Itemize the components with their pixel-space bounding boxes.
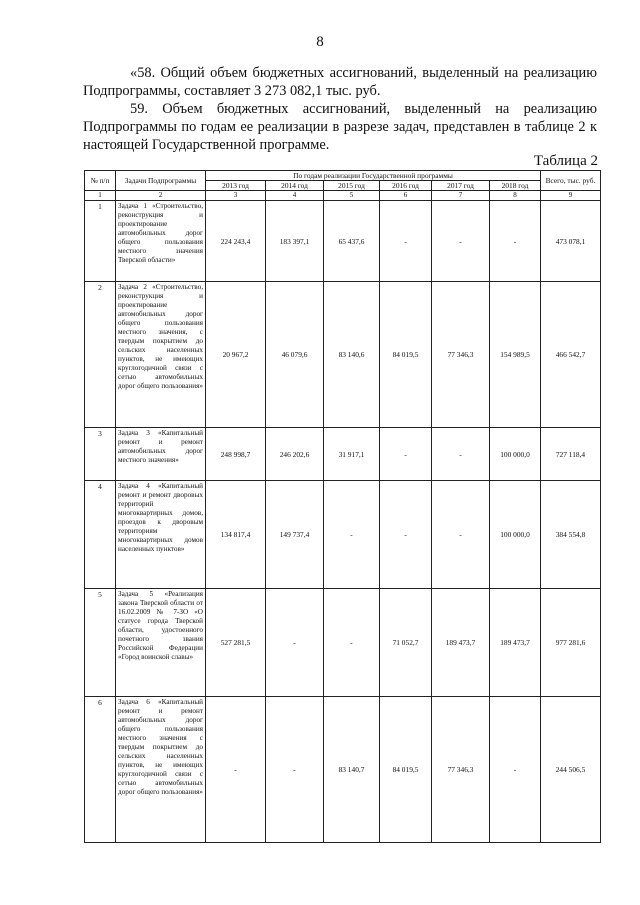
value-cell: 727 118,4 <box>541 428 601 481</box>
header-year: 2014 год <box>266 181 324 191</box>
index-cell: 9 <box>541 191 601 201</box>
header-num: № п/п <box>85 171 116 191</box>
table-row <box>85 589 601 697</box>
row-num: 3 <box>85 428 116 481</box>
row-num: 2 <box>85 282 116 428</box>
row-num: 5 <box>85 589 116 697</box>
task-text: Задача 6 «Капитальный ремонт и ремонт автомобильных дорог общего пользования местного значения с твердым покрытием до сельских населенных пунктов, не имеющих круглогодичной связи с сетью автомобильных дорог общего пользования» <box>116 697 206 843</box>
header-year: 2015 год <box>324 181 380 191</box>
value-cell: 71 052,7 <box>380 589 432 697</box>
header-by-years: По годам реализации Государственной программы <box>206 171 541 181</box>
page-number: 8 <box>316 34 324 50</box>
paragraph-58: «58. Общий объем бюджетных ассигнований, выделенный на реализацию Подпрограммы, составляет 3 273 082,1 тыс. руб. <box>83 65 597 99</box>
header-year: 2016 год <box>380 181 432 191</box>
task-text: Задача 4 «Капитальный ремонт и ремонт дворовых территорий многоквартирных домов, проездов к дворовым территориям многоквартирных домов населенных пунктов» <box>116 481 206 589</box>
value-cell: 527 281,5 <box>206 589 266 697</box>
table-caption: Таблица 2 <box>533 153 598 169</box>
value-cell: - <box>490 201 541 282</box>
value-cell: 83 140,7 <box>324 697 380 843</box>
value-cell: - <box>432 201 490 282</box>
value-cell: 224 243,4 <box>206 201 266 282</box>
index-cell: 7 <box>432 191 490 201</box>
value-cell: - <box>266 697 324 843</box>
value-cell: 20 967,2 <box>206 282 266 428</box>
row-num: 6 <box>85 697 116 843</box>
index-cell: 6 <box>380 191 432 201</box>
value-cell: 46 079,6 <box>266 282 324 428</box>
value-cell: 244 506,5 <box>541 697 601 843</box>
value-cell: - <box>432 428 490 481</box>
value-cell: 149 737,4 <box>266 481 324 589</box>
value-cell: - <box>324 589 380 697</box>
index-cell: 4 <box>266 191 324 201</box>
row-num: 1 <box>85 201 116 282</box>
value-cell: 473 078,1 <box>541 201 601 282</box>
header-total: Всего, тыс. руб. <box>541 171 601 191</box>
value-cell: 189 473,7 <box>490 589 541 697</box>
value-cell: - <box>432 481 490 589</box>
index-cell: 8 <box>490 191 541 201</box>
value-cell: 977 281,6 <box>541 589 601 697</box>
value-cell: 100 000,0 <box>490 428 541 481</box>
value-cell: - <box>380 481 432 589</box>
body-text <box>83 64 597 154</box>
index-cell: 5 <box>324 191 380 201</box>
value-cell: 466 542,7 <box>541 282 601 428</box>
row-num: 4 <box>85 481 116 589</box>
value-cell: - <box>266 589 324 697</box>
index-row <box>85 191 601 201</box>
budget-table <box>84 170 601 843</box>
value-cell: 31 917,1 <box>324 428 380 481</box>
value-cell: 189 473,7 <box>432 589 490 697</box>
value-cell: 77 346,3 <box>432 697 490 843</box>
value-cell: 77 346,3 <box>432 282 490 428</box>
table-row <box>85 282 601 428</box>
task-text: Задача 1 «Строительство, реконструкция и проектирование автомобильных дорог общего пользования местного значения Тверской области» <box>116 201 206 282</box>
value-cell: 384 554,8 <box>541 481 601 589</box>
paragraph-59: 59. Объем бюджетных ассигнований, выделенный на реализацию Подпрограммы по годам ее реализации в разрезе задач, представлен в таблице 2 к настоящей Государственной программе. <box>83 101 597 153</box>
value-cell: 154 989,5 <box>490 282 541 428</box>
header-year: 2013 год <box>206 181 266 191</box>
value-cell: 183 397,1 <box>266 201 324 282</box>
value-cell: 134 817,4 <box>206 481 266 589</box>
index-cell: 3 <box>206 191 266 201</box>
table-row <box>85 201 601 282</box>
value-cell: - <box>490 697 541 843</box>
task-text: Задача 3 «Капитальный ремонт и ремонт автомобильных дорог местного значения» <box>116 428 206 481</box>
value-cell: - <box>324 481 380 589</box>
header-tasks: Задачи Подпрограммы <box>116 171 206 191</box>
value-cell: - <box>380 201 432 282</box>
table-row <box>85 481 601 589</box>
table-row <box>85 428 601 481</box>
value-cell: 100 000,0 <box>490 481 541 589</box>
value-cell: 83 140,6 <box>324 282 380 428</box>
header-year: 2018 год <box>490 181 541 191</box>
index-cell: 2 <box>116 191 206 201</box>
table-row <box>85 697 601 843</box>
value-cell: - <box>206 697 266 843</box>
task-text: Задача 2 «Строительство, реконструкция и проектирование автомобильных дорог общего пользования местного значения, с твердым покрытием до сельских населенных пунктов, не имеющих круглогодичной связи с сетью автомобильных дорог общего пользования» <box>116 282 206 428</box>
header-year: 2017 год <box>432 181 490 191</box>
value-cell: 248 998,7 <box>206 428 266 481</box>
index-cell: 1 <box>85 191 116 201</box>
value-cell: 65 437,6 <box>324 201 380 282</box>
value-cell: - <box>380 428 432 481</box>
value-cell: 84 019,5 <box>380 282 432 428</box>
value-cell: 246 202,6 <box>266 428 324 481</box>
value-cell: 84 019,5 <box>380 697 432 843</box>
task-text: Задача 5 «Реализация закона Тверской области от 16.02.2009 № 7-ЗО «О статусе города Тверской области, удостоенного почетного звания Российской Федерации «Город воинской славы» <box>116 589 206 697</box>
